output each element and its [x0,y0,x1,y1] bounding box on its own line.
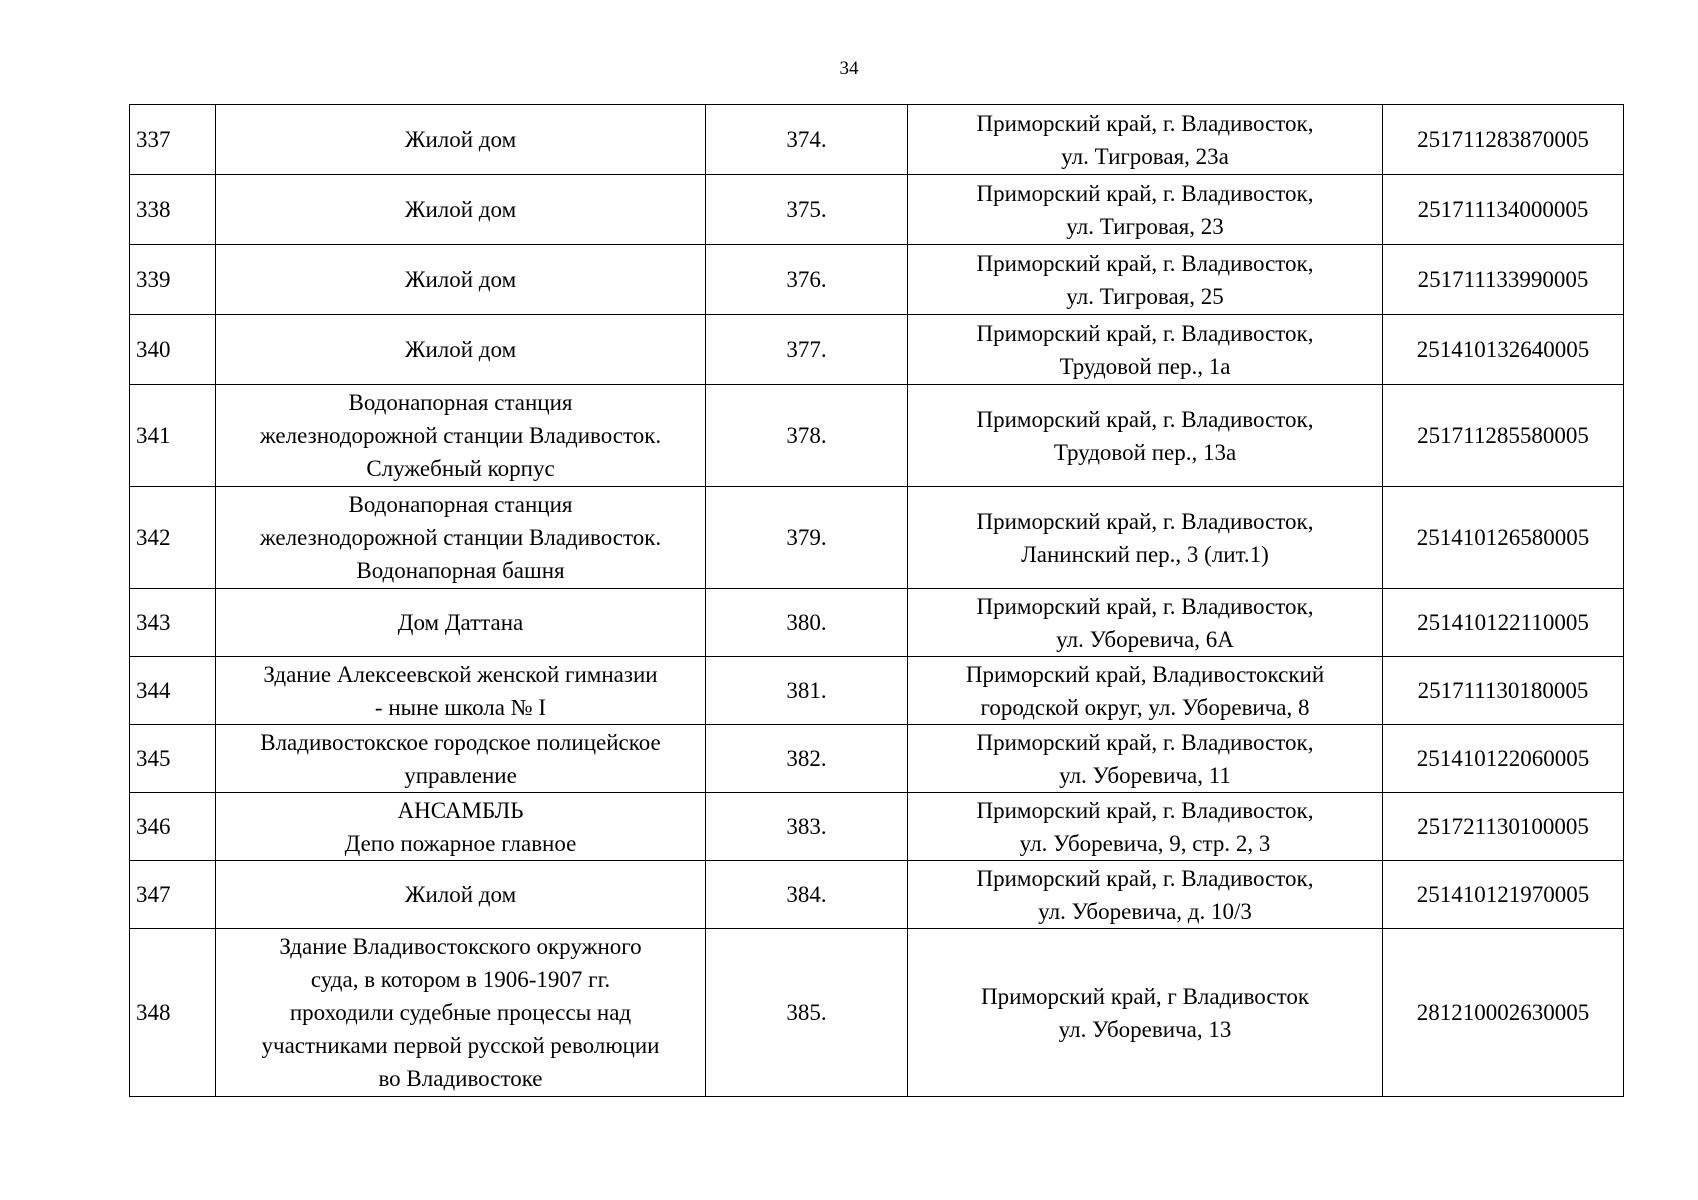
object-name-cell [216,385,706,487]
row-number-cell: 337 [130,105,216,175]
address-line: Приморский край, г. Владивосток, [976,865,1314,891]
object-name-line: железнодорожной станции Владивосток. [259,525,662,550]
object-name-line: Здание Владивостокского окружного [279,934,642,959]
address-line: Приморский край, г. Владивосток, [976,406,1314,432]
object-name-cell [216,589,706,657]
registry-number-cell: 378. [706,385,908,487]
address-line: ул. Уборевича, 6А [1056,626,1234,652]
registry-number-cell: 376. [706,245,908,315]
address-line: Приморский край, г. Владивосток, [976,110,1314,136]
address-line: Приморский край, Владивостокский [965,661,1325,687]
object-name-cell [216,175,706,245]
registry-number-cell: 380. [706,589,908,657]
registry-number-cell: 383. [706,793,908,861]
table-row [130,385,1624,487]
registration-code-cell: 251410126580005 [1383,487,1624,589]
address-cell [908,175,1383,245]
object-name-line: - ныне школа № I [374,694,547,720]
address-cell [908,657,1383,725]
address-cell [908,793,1383,861]
address-line: ул. Тигровая, 25 [1066,283,1224,309]
object-name-line: проходили судебные процессы над [289,1000,632,1025]
registry-number-cell: 382. [706,725,908,793]
registry-number-cell: 374. [706,105,908,175]
object-name-line: управление [404,762,517,788]
table-row [130,725,1624,793]
object-name-cell [216,245,706,315]
registry-number-cell: 379. [706,487,908,589]
object-name-cell [216,861,706,929]
object-name-line: АНСАМБЛЬ [397,797,524,823]
table-row [130,657,1624,725]
object-name-line: Жилой дом [404,127,517,152]
row-number-cell: 348 [130,929,216,1097]
registration-code-cell: 251410132640005 [1383,315,1624,385]
table-row [130,589,1624,657]
object-name-line: Жилой дом [404,337,517,362]
registration-code-cell: 251721130100005 [1383,793,1624,861]
address-line: ул. Уборевича, 13 [1058,1016,1232,1042]
address-line: городской округ, ул. Уборевича, 8 [980,694,1310,720]
address-cell [908,245,1383,315]
registration-code-cell: 251711134000005 [1383,175,1624,245]
row-number-cell: 338 [130,175,216,245]
object-name-line: Водонапорная башня [356,558,565,583]
address-line: Приморский край, г. Владивосток, [976,729,1314,755]
address-line: ул. Тигровая, 23 [1066,213,1224,239]
registry-number-cell: 385. [706,929,908,1097]
address-cell [908,725,1383,793]
address-line: Приморский край, г. Владивосток, [976,508,1314,534]
table-row [130,315,1624,385]
table-row [130,175,1624,245]
registration-code-cell: 251711283870005 [1383,105,1624,175]
object-name-line: суда, в котором в 1906-1907 гг. [310,967,611,992]
registration-code-cell: 251410122060005 [1383,725,1624,793]
object-name-line: железнодорожной станции Владивосток. [259,423,662,448]
object-name-line: во Владивостоке [378,1066,543,1091]
object-name-line: Здание Алексеевской женской гимназии [263,661,658,687]
table-row [130,105,1624,175]
address-line: Приморский край, г. Владивосток, [976,797,1314,823]
object-name-line: Водонапорная станция [348,492,573,517]
object-name-line: Служебный корпус [366,456,555,481]
row-number-cell: 343 [130,589,216,657]
address-cell [908,105,1383,175]
row-number-cell: 342 [130,487,216,589]
registry-number-cell: 381. [706,657,908,725]
row-number-cell: 339 [130,245,216,315]
table-row [130,929,1624,1097]
address-line: Приморский край, г. Владивосток, [976,180,1314,206]
registration-code-cell: 251711133990005 [1383,245,1624,315]
registration-code-cell: 281210002630005 [1383,929,1624,1097]
registry-number-cell: 375. [706,175,908,245]
registration-code-cell: 251711130180005 [1383,657,1624,725]
object-name-cell [216,315,706,385]
address-line: ул. Тигровая, 23а [1061,143,1229,169]
row-number-cell: 341 [130,385,216,487]
object-name-line: Дом Даттана [397,610,524,635]
object-name-line: Депо пожарное главное [344,830,577,856]
address-cell [908,861,1383,929]
address-cell [908,487,1383,589]
object-name-line: Жилой дом [404,197,517,222]
object-name-cell [216,657,706,725]
object-name-line: участниками первой русской революции [261,1033,660,1058]
object-name-line: Водонапорная станция [348,390,573,415]
object-name-cell [216,929,706,1097]
object-name-cell [216,793,706,861]
address-line: Трудовой пер., 13а [1053,439,1237,465]
address-line: Приморский край, г. Владивосток, [976,320,1314,346]
address-line: Трудовой пер., 1а [1059,353,1231,379]
object-name-line: Владивостокское городское полицейское [260,729,661,755]
registration-code-cell: 251410121970005 [1383,861,1624,929]
address-line: ул. Уборевича, 11 [1059,762,1231,788]
table-row [130,245,1624,315]
row-number-cell: 344 [130,657,216,725]
object-name-line: Жилой дом [404,882,517,907]
registry-number-cell: 384. [706,861,908,929]
registration-code-cell: 251410122110005 [1383,589,1624,657]
address-line: ул. Уборевича, 9, стр. 2, 3 [1019,830,1271,856]
table-row [130,487,1624,589]
page-number: 34 [839,58,859,79]
row-number-cell: 347 [130,861,216,929]
row-number-cell: 346 [130,793,216,861]
heritage-objects-table [129,104,1624,1097]
address-cell [908,385,1383,487]
address-cell [908,315,1383,385]
object-name-cell [216,487,706,589]
object-name-cell [216,725,706,793]
table-row [130,861,1624,929]
address-cell [908,929,1383,1097]
address-cell [908,589,1383,657]
row-number-cell: 340 [130,315,216,385]
address-line: Приморский край, г. Владивосток, [976,593,1314,619]
address-line: Приморский край, г Владивосток [980,983,1310,1009]
object-name-cell [216,105,706,175]
row-number-cell: 345 [130,725,216,793]
address-line: ул. Уборевича, д. 10/3 [1038,898,1252,924]
registration-code-cell: 251711285580005 [1383,385,1624,487]
object-name-line: Жилой дом [404,267,517,292]
address-line: Ланинский пер., 3 (лит.1) [1021,541,1269,567]
registry-number-cell: 377. [706,315,908,385]
table-row [130,793,1624,861]
address-line: Приморский край, г. Владивосток, [976,250,1314,276]
